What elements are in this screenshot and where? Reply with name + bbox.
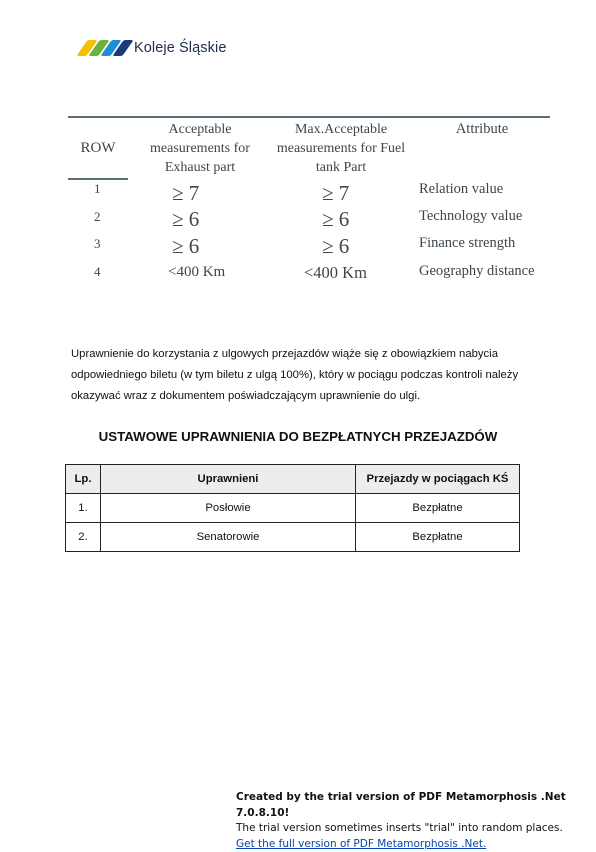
table-cell-przejazdy: Bezpłatne — [356, 523, 520, 552]
column-header-lp: Lp. — [66, 465, 101, 494]
figure-attribute: Finance strength — [419, 235, 515, 252]
figure-exhaust-value: ≥ 7 — [172, 181, 199, 206]
column-header-uprawnieni: Uprawnieni — [101, 465, 356, 494]
koleje-slaskie-logo — [82, 40, 226, 56]
table-row — [66, 494, 520, 523]
table-cell-uprawnieni: Senatorowie — [101, 523, 356, 552]
figure-exhaust-value: ≥ 6 — [172, 234, 199, 259]
table-cell-przejazdy: Bezpłatne — [356, 494, 520, 523]
table-cell-lp: 2. — [66, 523, 101, 552]
table-row — [66, 523, 520, 552]
figure-top-rule — [68, 116, 550, 118]
logo-text: Koleje Śląskie — [134, 40, 226, 56]
full-version-link[interactable]: Get the full version of PDF Metamorphosis .Net. — [236, 837, 596, 852]
figure-exhaust-value: ≥ 6 — [172, 207, 199, 232]
table-cell-lp: 1. — [66, 494, 101, 523]
figure-header-row: ROW — [72, 139, 124, 158]
trial-notice-title: Created by the trial version of PDF Metamorphosis .Net 7.0.8.10! — [236, 790, 596, 821]
figure-row-number: 3 — [94, 236, 101, 252]
figure-exhaust-value: <400 Km — [168, 264, 225, 281]
figure-row-number: 2 — [94, 209, 101, 225]
table-cell-uprawnieni: Posłowie — [101, 494, 356, 523]
measurements-figure — [68, 114, 550, 334]
trial-notice — [236, 790, 596, 852]
figure-header-exhaust: Acceptable measurements for Exhaust part — [134, 120, 266, 177]
free-travel-table — [65, 464, 520, 552]
figure-fuel-value: ≥ 7 — [322, 181, 349, 206]
table-header-row — [66, 465, 520, 494]
figure-fuel-value: ≥ 6 — [322, 207, 349, 232]
figure-header-attribute: Attribute — [416, 120, 548, 139]
ticket-entitlement-paragraph: Uprawnienie do korzystania z ulgowych przejazdów wiąże się z obowiązkiem nabycia odpowiedniego biletu (w tym biletu z ulgą 100%), który w pociągu podczas kontroli należy okazywać wraz z dokumentem poświadczającym uprawnienie do ulgi. — [71, 344, 541, 407]
figure-fuel-value: ≥ 6 — [322, 234, 349, 259]
figure-row-number: 1 — [94, 181, 101, 197]
figure-attribute: Geography distance — [419, 263, 535, 280]
column-header-przejazdy: Przejazdy w pociągach KŚ — [356, 465, 520, 494]
section-title: USTAWOWE UPRAWNIENIA DO BEZPŁATNYCH PRZEJAZDÓW — [0, 429, 596, 444]
figure-fuel-value: <400 Km — [304, 263, 367, 283]
figure-row-number: 4 — [94, 264, 101, 280]
figure-header-rule — [68, 178, 128, 180]
figure-attribute: Relation value — [419, 181, 503, 198]
logo-stripes-icon — [82, 40, 128, 56]
trial-notice-text: The trial version sometimes inserts "trial" into random places. — [236, 821, 596, 837]
figure-attribute: Technology value — [419, 208, 522, 225]
figure-header-fuel: Max.Acceptable measurements for Fuel tank Part — [276, 120, 406, 177]
